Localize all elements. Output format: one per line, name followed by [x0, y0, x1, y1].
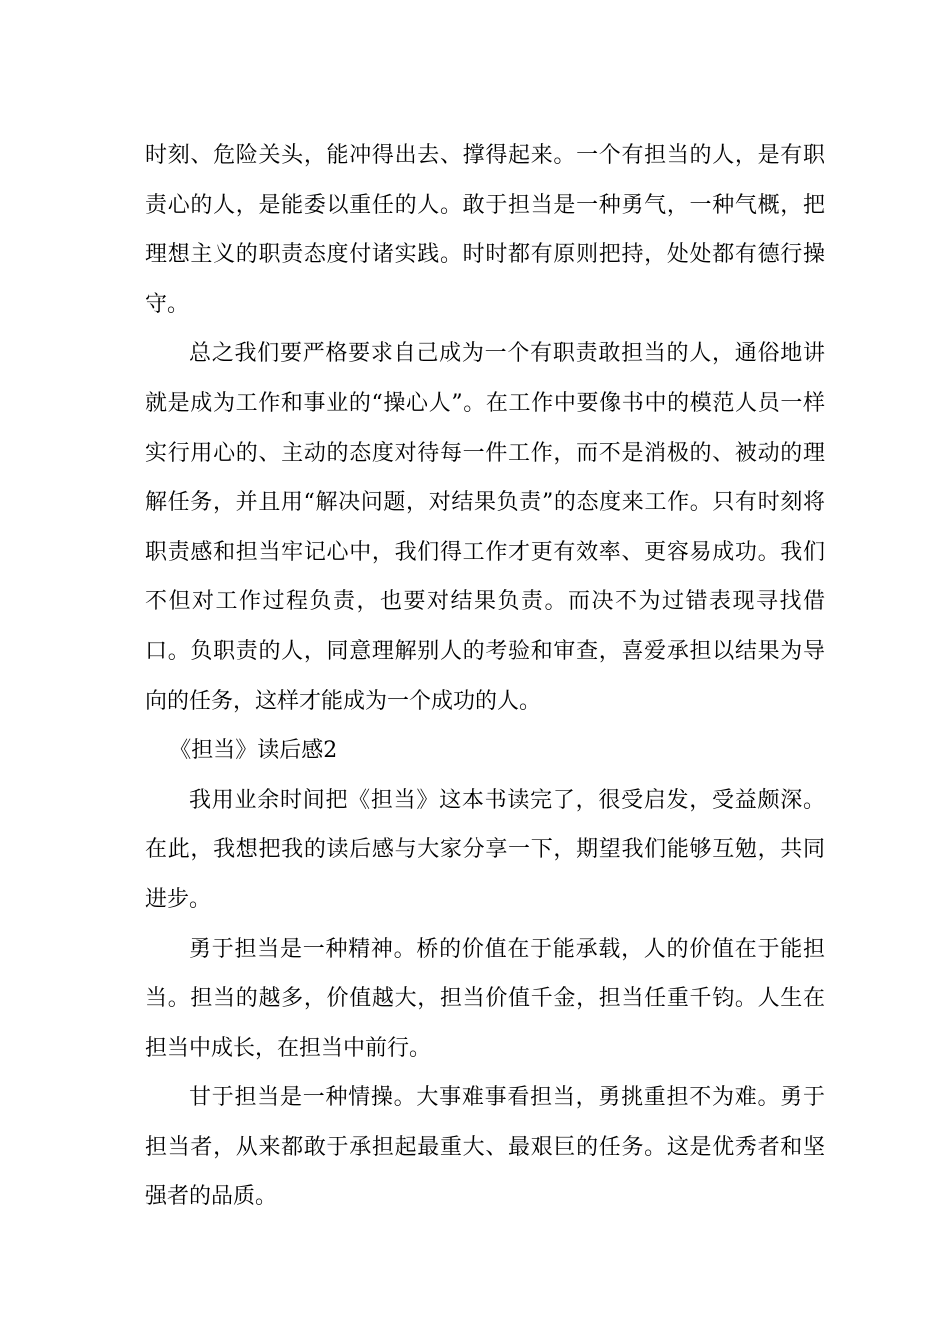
paragraph-spirit: 勇于担当是一种精神。桥的价值在于能承载，人的价值在于能担当。担当的越多，价值越大，担当价值千金，担当任重千钧。人生在担当中成长，在担当中前行。: [145, 936, 825, 1061]
paragraph-sentiment: 甘于担当是一种情操。大事难事看担当，勇挑重担不为难。勇于担当者，从来都敢于承担起最重大、最艰巨的任务。这是优秀者和坚强者的品质。: [145, 1085, 825, 1210]
paragraph-intro: 我用业余时间把《担当》这本书读完了，很受启发，受益颇深。在此，我想把我的读后感与大家分享一下，期望我们能够互勉，共同进步。: [145, 787, 825, 912]
paragraph-continued: 时刻、危险关头，能冲得出去、撑得起来。一个有担当的人，是有职责心的人，是能委以重任的人。敢于担当是一种勇气，一种气概，把理想主义的职责态度付诸实践。时时都有原则把持，处处都有德行操守。: [145, 143, 825, 317]
section-heading: 《担当》读后感2: [169, 738, 338, 764]
document-body: [145, 131, 825, 1222]
paragraph-summary: 总之我们要严格要求自己成为一个有职责敢担当的人，通俗地讲就是成为工作和事业的“操心人”。在工作中要像书中的模范人员一样实行用心的、主动的态度对待每一件工作，而不是消极的、被动的理解任务，并且用“解决问题，对结果负责”的态度来工作。只有时刻将职责感和担当牢记心中，我们得工作才更有效率、更容易成功。我们不但对工作过程负责，也要对结果负责。而决不为过错表现寻找借口。负职责的人，同意理解别人的考验和审查，喜爱承担以结果为导向的任务，这样才能成为一个成功的人。: [145, 341, 825, 714]
